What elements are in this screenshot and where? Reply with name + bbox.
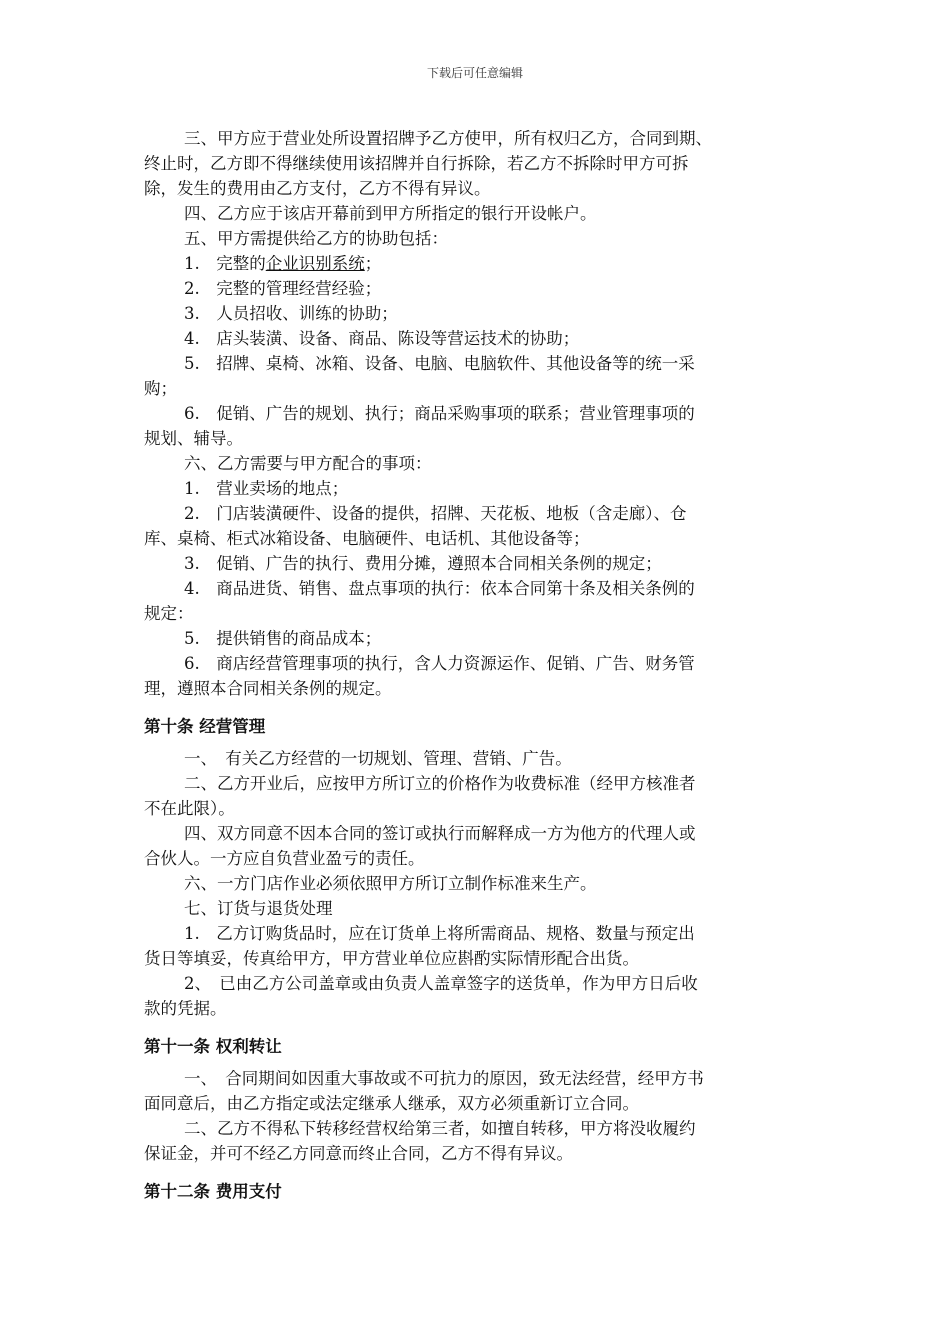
- paragraph: [144, 821, 802, 871]
- text-line: 2. 门店装潢硬件、设备的提供，招牌、天花板、地板（含走廊）、仓: [184, 504, 687, 523]
- text-line: 规划、辅导。: [144, 429, 243, 448]
- paragraph: [144, 301, 802, 326]
- text-line: [144, 251, 802, 276]
- text-span: ；: [364, 254, 382, 273]
- article-heading: 第十条 经营管理: [144, 717, 266, 736]
- paragraph: [144, 201, 802, 226]
- paragraph: [144, 1116, 802, 1166]
- text-line: 3. 人员招收、训练的协助；: [184, 304, 398, 323]
- paragraph: [144, 771, 802, 821]
- article-heading: 第十二条 费用支付: [144, 1182, 282, 1201]
- text-line: 3. 促销、广告的执行、费用分摊，遵照本合同相关条例的规定；: [184, 554, 662, 573]
- underlined-term: 企业识别系统: [265, 254, 365, 273]
- text-line: 一、 有关乙方经营的一切规划、管理、营销、广告。: [184, 749, 572, 768]
- paragraph: [144, 251, 802, 276]
- text-line: 货日等填妥，传真给甲方，甲方营业单位应斟酌实际情形配合出货。: [144, 949, 639, 968]
- paragraph: [144, 501, 802, 551]
- paragraph: [144, 451, 802, 476]
- paragraph: [144, 401, 802, 451]
- text-line: 面同意后，由乙方指定或法定继承人继承，双方必须重新订立合同。: [144, 1094, 639, 1113]
- text-line: 一、 合同期间如因重大事故或不可抗力的原因，致无法经营，经甲方书: [184, 1069, 704, 1088]
- text-line: 购；: [144, 379, 177, 398]
- paragraph: [144, 971, 802, 1021]
- text-line: 终止时，乙方即不得继续使用该招牌并自行拆除，若乙方不拆除时甲方可拆: [144, 154, 689, 173]
- paragraph: [144, 126, 802, 201]
- paragraph: [144, 626, 802, 651]
- text-line: 四、乙方应于该店开幕前到甲方所指定的银行开设帐户。: [184, 204, 597, 223]
- text-line: 4. 商品进货、销售、盘点事项的执行：依本合同第十条及相关条例的: [184, 579, 695, 598]
- paragraph: [144, 921, 802, 971]
- text-line: 2、 已由乙方公司盖章或由负责人盖章签字的送货单，作为甲方日后收: [184, 974, 698, 993]
- paragraph: [144, 746, 802, 771]
- paragraph: [144, 551, 802, 576]
- text-line: 六、乙方需要与甲方配合的事项：: [184, 454, 432, 473]
- text-line: 6. 商店经营管理事项的执行，含人力资源运作、促销、广告、财务管: [184, 654, 695, 673]
- text-line: 1. 营业卖场的地点；: [184, 479, 349, 498]
- document-body: [144, 126, 802, 1211]
- text-line: 5. 提供销售的商品成本；: [184, 629, 382, 648]
- text-line: 1. 乙方订购货品时，应在订货单上将所需商品、规格、数量与预定出: [184, 924, 695, 943]
- text-line: 五、甲方需提供给乙方的协助包括：: [184, 229, 448, 248]
- text-line: 除，发生的费用由乙方支付，乙方不得有异议。: [144, 179, 491, 198]
- text-line: 不在此限）。: [144, 799, 235, 818]
- text-line: 理，遵照本合同相关条例的规定。: [144, 679, 392, 698]
- paragraph: [144, 896, 802, 921]
- text-line: 6. 促销、广告的规划、执行；商品采购事项的联系；营业管理事项的: [184, 404, 695, 423]
- text-line: 4. 店头装潢、设备、商品、陈设等营运技术的协助；: [184, 329, 580, 348]
- text-line: 库、桌椅、柜式冰箱设备、电脑硬件、电话机、其他设备等；: [144, 529, 590, 548]
- text-span: 1. 完整的: [184, 254, 266, 273]
- text-line: 二、乙方开业后，应按甲方所订立的价格作为收费标准（经甲方核准者: [184, 774, 696, 793]
- paragraph: [144, 276, 802, 301]
- paragraph: [144, 871, 802, 896]
- paragraph: [144, 1066, 802, 1116]
- paragraph: [144, 651, 802, 701]
- paragraph: [144, 351, 802, 401]
- text-line: 2. 完整的管理经营经验；: [184, 279, 382, 298]
- text-line: 六、一方门店作业必须依照甲方所订立制作标准来生产。: [184, 874, 597, 893]
- text-line: 款的凭据。: [144, 999, 227, 1018]
- text-line: 5. 招牌、桌椅、冰箱、设备、电脑、电脑软件、其他设备等的统一采: [184, 354, 695, 373]
- text-line: 七、订货与退货处理: [184, 899, 333, 918]
- text-line: 保证金，并可不经乙方同意而终止合同，乙方不得有异议。: [144, 1144, 573, 1163]
- text-line: 四、双方同意不因本合同的签订或执行而解释成一方为他方的代理人或: [184, 824, 696, 843]
- text-line: 规定：: [144, 604, 194, 623]
- paragraph: [144, 476, 802, 501]
- article-heading: 第十一条 权利转让: [144, 1037, 282, 1056]
- paragraph: [144, 576, 802, 626]
- text-line: 合伙人。一方应自负营业盈亏的责任。: [144, 849, 425, 868]
- text-line: 二、乙方不得私下转移经营权给第三者，如擅自转移，甲方将没收履约: [184, 1119, 696, 1138]
- paragraph: [144, 226, 802, 251]
- text-line: 三、甲方应于营业处所设置招牌予乙方使甲，所有权归乙方，合同到期、: [184, 129, 712, 148]
- paragraph: [144, 326, 802, 351]
- page-header: 下载后可任意编辑: [426, 66, 523, 80]
